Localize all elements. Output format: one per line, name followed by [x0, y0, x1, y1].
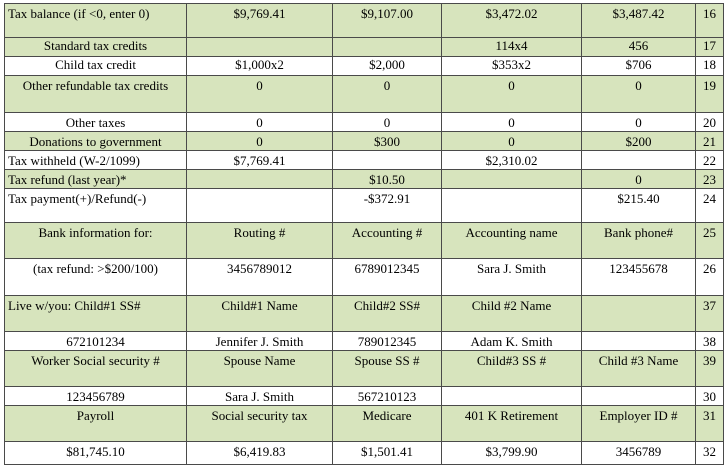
- cell-row-label: Other taxes: [5, 113, 187, 132]
- cell-line-number: 30: [696, 387, 724, 406]
- cell-line-number: 18: [696, 57, 724, 76]
- table-row: [5, 332, 724, 351]
- cell-column-3: 0: [442, 76, 582, 113]
- cell-column-3: $2,310.02: [442, 151, 582, 170]
- cell-column-4: [582, 296, 696, 332]
- cell-column-4: [582, 332, 696, 351]
- cell-row-label: Donations to government: [5, 132, 187, 151]
- cell-column-1: Child#1 Name: [187, 296, 333, 332]
- cell-column-4: $706: [582, 57, 696, 76]
- cell-column-3: [442, 170, 582, 189]
- cell-column-1: [187, 189, 333, 223]
- cell-line-number: 39: [696, 351, 724, 387]
- tax-form-body: [5, 4, 724, 465]
- table-row: [5, 189, 724, 223]
- cell-column-3: $3,799.90: [442, 442, 582, 465]
- cell-line-number: 22: [696, 151, 724, 170]
- cell-line-number: 17: [696, 38, 724, 57]
- cell-column-4: 0: [582, 113, 696, 132]
- cell-column-1: 3456789012: [187, 259, 333, 296]
- cell-column-2: [333, 151, 442, 170]
- cell-column-2: Medicare: [333, 406, 442, 442]
- cell-column-4: 123455678: [582, 259, 696, 296]
- table-row: [5, 4, 724, 38]
- cell-column-1: [187, 38, 333, 57]
- cell-column-2: 0: [333, 76, 442, 113]
- cell-column-1: Routing #: [187, 223, 333, 259]
- cell-column-2: Spouse SS #: [333, 351, 442, 387]
- cell-column-4: $215.40: [582, 189, 696, 223]
- cell-column-3: [442, 189, 582, 223]
- table-row: [5, 113, 724, 132]
- cell-line-number: 23: [696, 170, 724, 189]
- cell-column-1: 0: [187, 132, 333, 151]
- cell-line-number: 26: [696, 259, 724, 296]
- cell-column-2: Accounting #: [333, 223, 442, 259]
- cell-column-1: Sara J. Smith: [187, 387, 333, 406]
- cell-line-number: 24: [696, 189, 724, 223]
- cell-column-2: 567210123: [333, 387, 442, 406]
- cell-line-number: 31: [696, 406, 724, 442]
- table-row: [5, 57, 724, 76]
- cell-column-3: 401 K Retirement: [442, 406, 582, 442]
- cell-row-label: Worker Social security #: [5, 351, 187, 387]
- tax-form-table: [4, 3, 724, 465]
- cell-row-label: Bank information for:: [5, 223, 187, 259]
- cell-line-number: 37: [696, 296, 724, 332]
- cell-column-3: $353x2: [442, 57, 582, 76]
- cell-line-number: 25: [696, 223, 724, 259]
- cell-column-2: 6789012345: [333, 259, 442, 296]
- table-row: [5, 259, 724, 296]
- table-row: [5, 351, 724, 387]
- cell-row-label: Tax refund (last year)*: [5, 170, 187, 189]
- cell-column-2: 0: [333, 113, 442, 132]
- cell-column-2: Child#2 SS#: [333, 296, 442, 332]
- cell-row-label: Other refundable tax credits: [5, 76, 187, 113]
- cell-line-number: 21: [696, 132, 724, 151]
- cell-column-1: Jennifer J. Smith: [187, 332, 333, 351]
- cell-row-label: Tax withheld (W-2/1099): [5, 151, 187, 170]
- table-row: [5, 442, 724, 465]
- cell-column-1: 0: [187, 113, 333, 132]
- cell-line-number: 32: [696, 442, 724, 465]
- table-row: [5, 76, 724, 113]
- cell-column-3: Sara J. Smith: [442, 259, 582, 296]
- cell-column-3: $3,472.02: [442, 4, 582, 38]
- cell-column-3: 0: [442, 113, 582, 132]
- cell-column-4: 0: [582, 76, 696, 113]
- cell-column-3: Accounting name: [442, 223, 582, 259]
- cell-row-label: Payroll: [5, 406, 187, 442]
- table-row: [5, 38, 724, 57]
- cell-column-4: 3456789: [582, 442, 696, 465]
- cell-column-4: 0: [582, 170, 696, 189]
- cell-column-2: $10.50: [333, 170, 442, 189]
- cell-column-4: [582, 387, 696, 406]
- table-row: [5, 406, 724, 442]
- cell-column-4: Child #3 Name: [582, 351, 696, 387]
- table-row: [5, 151, 724, 170]
- cell-column-4: $200: [582, 132, 696, 151]
- cell-column-3: 0: [442, 132, 582, 151]
- cell-column-4: $3,487.42: [582, 4, 696, 38]
- cell-column-1: [187, 170, 333, 189]
- cell-column-1: 0: [187, 76, 333, 113]
- cell-column-3: Child #2 Name: [442, 296, 582, 332]
- cell-column-2: -$372.91: [333, 189, 442, 223]
- cell-line-number: 16: [696, 4, 724, 38]
- cell-column-1: Social security tax: [187, 406, 333, 442]
- cell-column-3: Child#3 SS #: [442, 351, 582, 387]
- table-row: [5, 132, 724, 151]
- cell-row-label: Tax payment(+)/Refund(-): [5, 189, 187, 223]
- cell-row-label: 672101234: [5, 332, 187, 351]
- table-row: [5, 170, 724, 189]
- cell-column-1: $7,769.41: [187, 151, 333, 170]
- cell-row-label: 123456789: [5, 387, 187, 406]
- cell-column-2: $1,501.41: [333, 442, 442, 465]
- cell-column-2: $9,107.00: [333, 4, 442, 38]
- cell-row-label: Child tax credit: [5, 57, 187, 76]
- cell-line-number: 20: [696, 113, 724, 132]
- cell-column-3: Adam K. Smith: [442, 332, 582, 351]
- cell-column-2: $300: [333, 132, 442, 151]
- cell-column-1: Spouse Name: [187, 351, 333, 387]
- table-row: [5, 296, 724, 332]
- cell-column-3: [442, 387, 582, 406]
- cell-column-3: 114x4: [442, 38, 582, 57]
- cell-column-4: Bank phone#: [582, 223, 696, 259]
- cell-column-2: 789012345: [333, 332, 442, 351]
- cell-row-label: Tax balance (if <0, enter 0): [5, 4, 187, 38]
- table-row: [5, 223, 724, 259]
- cell-row-label: Live w/you: Child#1 SS#: [5, 296, 187, 332]
- cell-column-1: $6,419.83: [187, 442, 333, 465]
- cell-column-4: Employer ID #: [582, 406, 696, 442]
- cell-column-2: $2,000: [333, 57, 442, 76]
- cell-column-2: [333, 38, 442, 57]
- cell-row-label: Standard tax credits: [5, 38, 187, 57]
- cell-column-4: [582, 151, 696, 170]
- cell-row-label: (tax refund: >$200/100): [5, 259, 187, 296]
- cell-row-label: $81,745.10: [5, 442, 187, 465]
- cell-line-number: 38: [696, 332, 724, 351]
- cell-column-1: $1,000x2: [187, 57, 333, 76]
- cell-line-number: 19: [696, 76, 724, 113]
- table-row: [5, 387, 724, 406]
- cell-column-1: $9,769.41: [187, 4, 333, 38]
- cell-column-4: 456: [582, 38, 696, 57]
